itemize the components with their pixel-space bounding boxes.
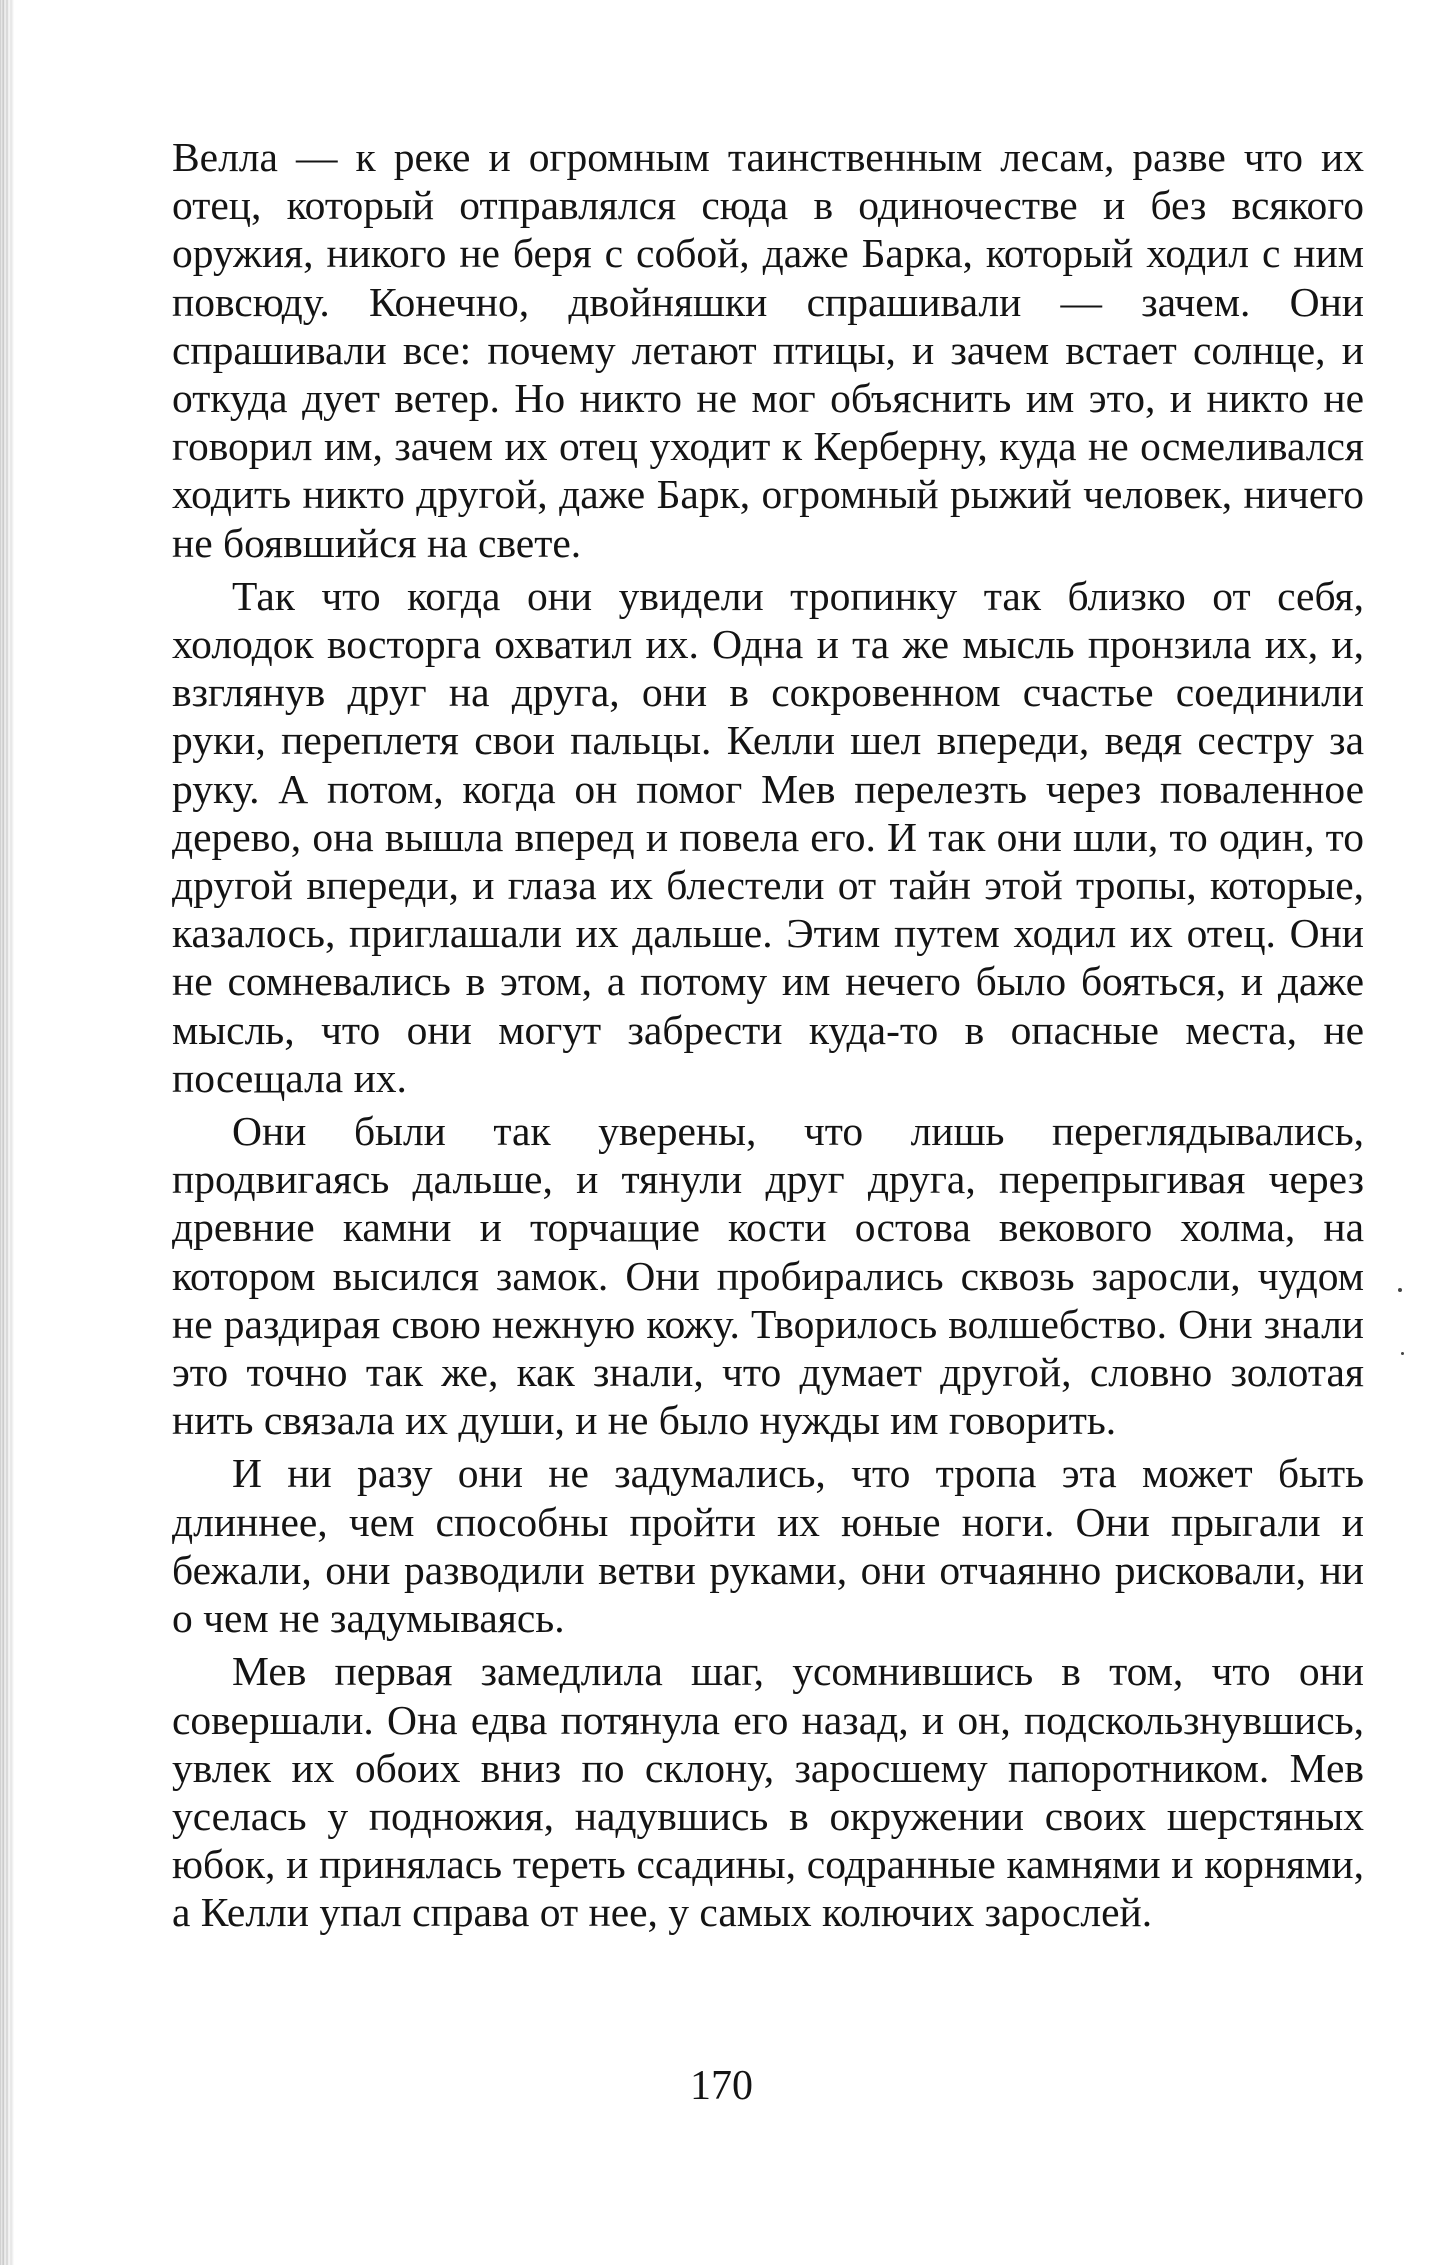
- scan-speck: [1401, 1352, 1404, 1355]
- paragraph: Велла — к реке и огромным таинственным лесам, разве что их отец, который отправлялся сюда в одиночестве и без всякого оружия, никого не беря с собой, даже Барка, который ходил с ним повсюду. Конечно, двойняшки спрашивали — зачем. Они спрашивали все: почему летают птицы, и зачем встает солнце, и откуда дует ветер. Но никто не мог объяснить им это, и никто не говорил им, зачем их отец уходит к Керберну, куда не осмеливался ходить никто другой, даже Барк, огромный рыжий человек, ничего не боявшийся на свете.: [172, 134, 1364, 566]
- paragraph: Они были так уверены, что лишь переглядывались, продвигаясь дальше, и тянули друг друга, перепрыгивая через древние камни и торчащие кости остова векового холма, на котором высился замок. Они пробирались сквозь заросли, чудом не раздирая свою нежную кожу. Творилось волшебство. Они знали это точно так же, как знали, что думает другой, словно золотая нить связала их души, и не было нужды им говорить.: [172, 1108, 1364, 1444]
- paragraph: И ни разу они не задумались, что тропа эта может быть длиннее, чем способны пройти их юные ноги. Они прыгали и бежали, они разводили ветви руками, они отчаянно рисковали, ни о чем не задумываясь.: [172, 1450, 1364, 1642]
- paragraph: Мев первая замедлила шаг, усомнившись в том, что они совершали. Она едва потянула его назад, и он, подскользнувшись, увлек их обоих вниз по склону, заросшему папоротником. Мев уселась у подножия, надувшись в окружении своих шерстяных юбок, и принялась тереть ссадины, содранные камнями и корнями, а Келли упал справа от нее, у самых колючих зарослей.: [172, 1648, 1364, 1936]
- scan-binding-edge: [0, 0, 14, 2265]
- paragraph: Так что когда они увидели тропинку так близко от себя, холодок восторга охватил их. Одна и та же мысль пронзила их, и, взглянув друг на друга, они в сокровенном счастье соединили руки, переплетя свои пальцы. Келли шел впереди, ведя сестру за руку. А потом, когда он помог Мев перелезть через поваленное дерево, она вышла вперед и повела его. И так они шли, то один, то другой впереди, и глаза их блестели от тайн этой тропы, которые, казалось, приглашали их дальше. Этим путем ходил их отец. Они не сомневались в этом, а потому им нечего было бояться, и даже мысль, что они могут забрести куда-то в опасные места, не посещала их.: [172, 572, 1364, 1101]
- page-number: 170: [690, 2063, 753, 2109]
- scan-speck: [1398, 1288, 1402, 1292]
- page-text: [172, 133, 1364, 1937]
